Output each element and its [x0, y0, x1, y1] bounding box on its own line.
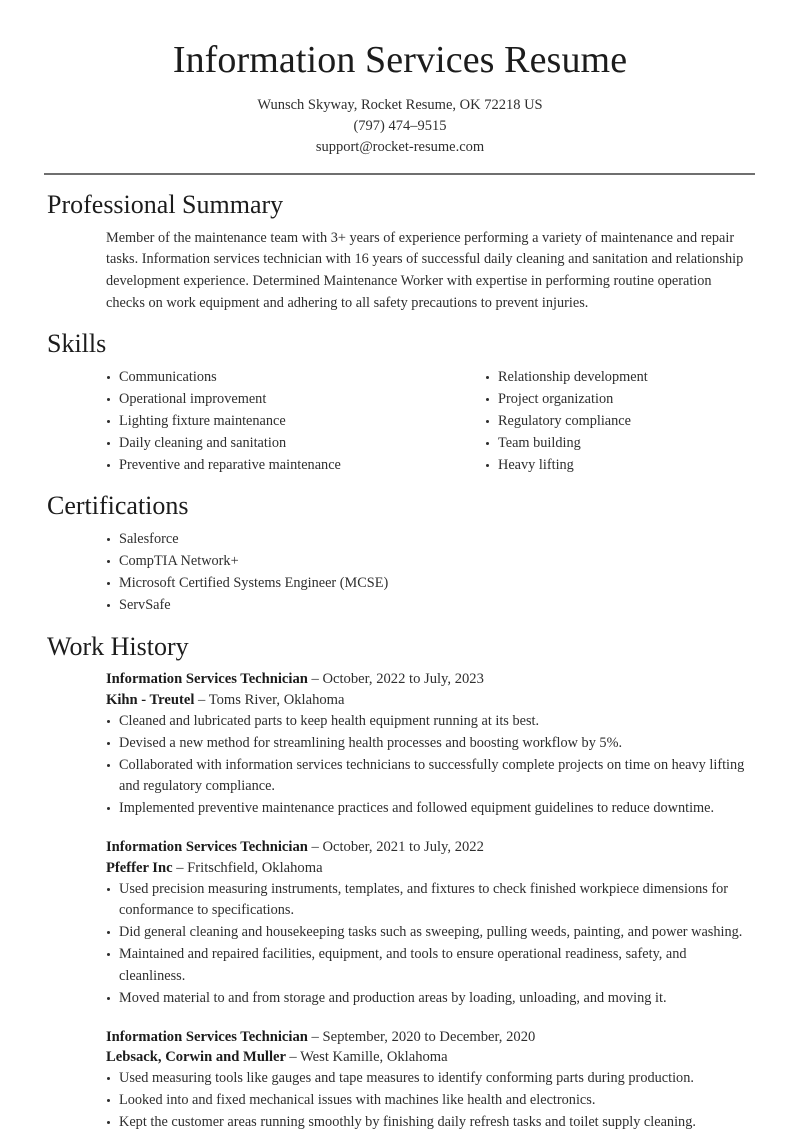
- skills-list-right: [485, 367, 756, 476]
- section-heading-summary: Professional Summary: [47, 189, 284, 219]
- skills-columns: [44, 367, 756, 476]
- job-title-line: [106, 669, 756, 690]
- skill-item: Daily cleaning and sanitation: [106, 433, 431, 455]
- contact-address: Wunsch Skyway, Rocket Resume, OK 72218 US: [257, 96, 543, 113]
- certification-item: CompTIA Network+: [106, 551, 756, 573]
- work-history-list: [44, 669, 756, 1133]
- job-location: – Fritschfield, Oklahoma: [176, 859, 323, 876]
- skill-item: Regulatory compliance: [485, 411, 756, 433]
- skill-item: Team building: [485, 433, 756, 455]
- certifications-list: [106, 529, 756, 616]
- summary-text: Member of the maintenance team with 3+ years of experience performing a variety of maintenance and repair tasks. Information services technician with 16 years of successful daily cleaning and sanitation and relationship development experience. Determined Maintenance Worker with expertise in performing routine operation checks on work equipment and adhering to all safety precautions to prevent injuries.: [106, 229, 744, 311]
- job-title-line: [106, 1027, 756, 1048]
- job-bullet-list: [106, 711, 756, 820]
- job-company-line: [106, 1047, 756, 1068]
- section-certifications: [44, 490, 756, 616]
- job-company-line: [106, 858, 756, 879]
- summary-body: [44, 228, 756, 315]
- section-skills: [44, 328, 756, 476]
- contact-phone: (797) 474–9515: [353, 117, 447, 134]
- job-dates: – October, 2021 to July, 2022: [311, 839, 484, 856]
- job-bullet-item: Implemented preventive maintenance practices and followed equipment guidelines to reduce downtime.: [106, 798, 756, 820]
- job-bullet-item: Cleaned and lubricated parts to keep health equipment running at its best.: [106, 711, 756, 733]
- section-heading-skills: Skills: [47, 329, 107, 359]
- job-company-name: Pfeffer Inc: [106, 859, 177, 876]
- job-title: Information Services Technician: [106, 839, 312, 856]
- skill-item: Heavy lifting: [485, 455, 756, 477]
- work-history-entry: [106, 669, 756, 820]
- page-title: Information Services Resume: [172, 39, 628, 81]
- job-company-name: Lebsack, Corwin and Muller: [106, 1049, 290, 1066]
- job-bullet-item: Used precision measuring instruments, templates, and fixtures to check finished workpiece dimensions for conformance to specifications.: [106, 879, 756, 923]
- job-bullet-item: Did general cleaning and housekeeping tasks such as sweeping, pulling weeds, painting, and power washing.: [106, 922, 756, 944]
- job-company-name: Kihn - Treutel: [106, 692, 199, 709]
- certification-item: ServSafe: [106, 595, 756, 617]
- skills-column-right: [431, 367, 756, 476]
- job-bullet-list: [106, 1068, 756, 1134]
- certification-item: Salesforce: [106, 529, 756, 551]
- job-location: – West Kamille, Oklahoma: [289, 1049, 448, 1066]
- work-history-entry: [106, 837, 756, 1010]
- header-divider: [44, 173, 755, 175]
- job-title: Information Services Technician: [106, 1028, 312, 1045]
- job-title-line: [106, 837, 756, 858]
- job-location: – Toms River, Oklahoma: [198, 692, 345, 709]
- skill-item: Project organization: [485, 389, 756, 411]
- certifications-body: [44, 529, 756, 616]
- skill-item: Lighting fixture maintenance: [106, 411, 431, 433]
- job-bullet-item: Maintained and repaired facilities, equipment, and tools to ensure operational readiness, safety, and cleanliness.: [106, 944, 756, 988]
- skills-list-left: [106, 367, 431, 476]
- skill-item: Relationship development: [485, 367, 756, 389]
- job-dates: – October, 2022 to July, 2023: [311, 671, 484, 688]
- section-professional-summary: [44, 189, 756, 315]
- contact-email: support@rocket-resume.com: [315, 138, 485, 155]
- certification-item: Microsoft Certified Systems Engineer (MCSE): [106, 573, 756, 595]
- contact-block: [44, 95, 756, 158]
- job-dates: – September, 2020 to December, 2020: [311, 1028, 536, 1045]
- skill-item: Preventive and reparative maintenance: [106, 455, 431, 477]
- section-heading-work-history: Work History: [47, 631, 189, 661]
- job-bullet-list: [106, 879, 756, 1010]
- job-title: Information Services Technician: [106, 671, 312, 688]
- job-company-line: [106, 690, 756, 711]
- job-bullet-item: Collaborated with information services technicians to successfully complete projects on time on heavy lifting and regulatory compliance.: [106, 755, 756, 799]
- skill-item: Operational improvement: [106, 389, 431, 411]
- job-bullet-item: Moved material to and from storage and production areas by loading, unloading, and moving it.: [106, 988, 756, 1010]
- work-history-entry: [106, 1027, 756, 1134]
- section-heading-certifications: Certifications: [47, 491, 189, 521]
- section-work-history: [44, 631, 756, 1134]
- job-bullet-item: Looked into and fixed mechanical issues with machines like health and electronics.: [106, 1090, 756, 1112]
- job-bullet-item: Devised a new method for streamlining health processes and boosting workflow by 5%.: [106, 733, 756, 755]
- job-bullet-item: Used measuring tools like gauges and tape measures to identify conforming parts during production.: [106, 1068, 756, 1090]
- job-bullet-item: Kept the customer areas running smoothly by finishing daily refresh tasks and toilet supply cleaning.: [106, 1112, 756, 1134]
- skills-column-left: [106, 367, 431, 476]
- skill-item: Communications: [106, 367, 431, 389]
